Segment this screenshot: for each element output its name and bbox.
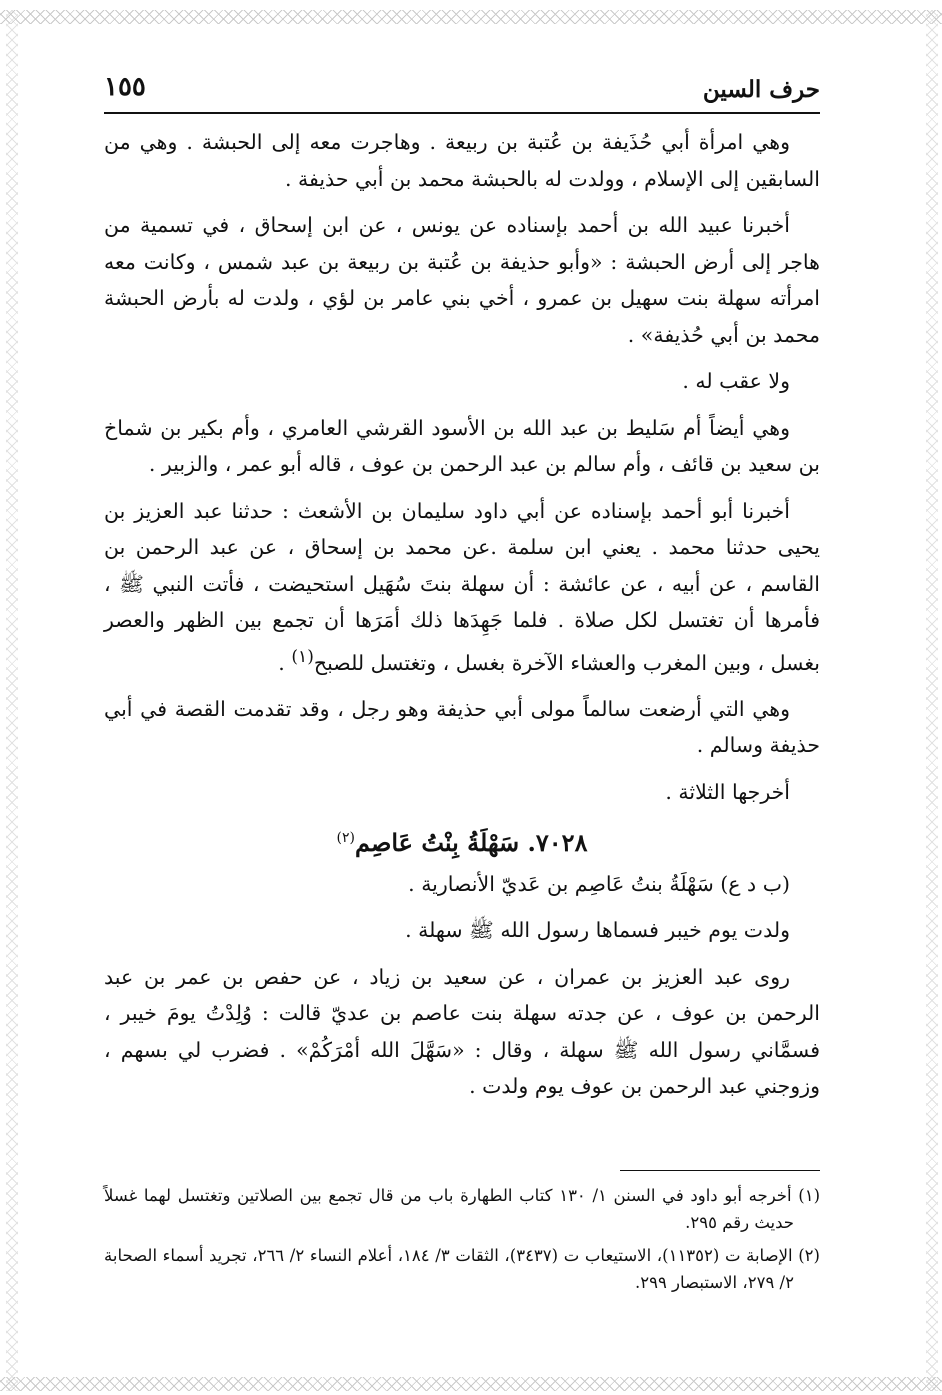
page-number: ١٥٥ (104, 72, 146, 102)
paragraph-text: أخبرنا أبو أحمد بإسناده عن أبي داود سليمان بن الأشعث : حدثنا عبد العزيز بن يحيى حدثنا محمد . يعني ابن سلمة .عن محمد بن إسحاق ، عن عبد الرحمن بن القاسم ، عن أبيه ، عن عائشة : أن سهلة بنتَ سُهَيل استحيضت ، فأتت النبي ﷺ ، فأمرها أن تغتسل لكل صلاة . فلما جَهِدَها ذلك أمَرَها أن تجمع بين الظهر والعصر بغسل ، وبين المغرب والعشاء الآخرة بغسل ، وتغتسل للصبح (104, 498, 820, 675)
entry-heading (104, 820, 820, 862)
decorative-border-left (6, 10, 18, 1391)
decorative-border-right (926, 10, 938, 1391)
footnote-divider (620, 1170, 820, 1171)
footnotes (104, 1182, 820, 1302)
main-text (104, 124, 820, 1115)
paragraph: أخبرنا عبيد الله بن أحمد بإسناده عن يونس ، عن ابن إسحاق ، في تسمية من هاجر إلى أرض الحبشة : «وأبو حذيفة بن عُتبة بن ربيعة بن عبد شمس ، وكانت معه امرأته سهلة بنت سهيل بن عمرو ، أخي بني عامر بن لؤي ، ولدت له بأرض الحبشة محمد بن أبي حُذيفة» . (104, 213, 820, 347)
paragraph (104, 493, 820, 681)
decorative-border-bottom (0, 1377, 942, 1391)
footnote: (٢) الإصابة ت (١١٣٥٢)، الاستيعاب ت (٣٤٣٧)، الثقات ٣/ ١٨٤، أعلام النساء ٢/ ٢٦٦، تجريد أسماء الصحابة ٢/ ٢٧٩، الاستبصار ٢٩٩. (104, 1246, 820, 1292)
decorative-border-top (0, 10, 942, 24)
entry-title-text: ٧٠٢٨. سَهْلَةُ بِنْتُ عَاصِم (355, 828, 588, 858)
page-header (104, 70, 820, 110)
paragraph: وهي التي أرضعت سالماً مولى أبي حذيفة وهو رجل ، وقد تقدمت القصة في أبي حذيفة وسالم . (104, 696, 820, 758)
paragraph: وهي أيضاً أم سَليط بن عبد الله بن الأسود القرشي العامري ، وأم بكير بن شماخ بن سعيد بن قائف ، وأم سالم بن عبد الرحمن بن عوف ، قاله أبو عمر ، والزبير . (104, 415, 820, 476)
paragraph: وهي امرأة أبي حُذَيفة بن عُتبة بن ربيعة . وهاجرت معه إلى الحبشة . وهي من السابقين إلى الإسلام ، وولدت له بالحبشة محمد بن أبي حذيفة . (104, 130, 820, 191)
paragraph: أخرجها الثلاثة . (665, 779, 790, 804)
footnote-ref: (١) (291, 646, 314, 667)
footnote: (١) أخرجه أبو داود في السنن ١/ ١٣٠ كتاب الطهارة باب من قال تجمع بين الصلاتين وتغتسل لهما غسلاً حديث رقم ٢٩٥. (104, 1186, 820, 1232)
chapter-title: حرف السين (702, 76, 820, 103)
paragraph: ولا عقب له . (682, 369, 790, 393)
header-divider (104, 112, 820, 114)
paragraph: ولدت يوم خيبر فسماها رسول الله ﷺ سهلة . (405, 918, 790, 943)
paragraph: روى عبد العزيز بن عمران ، عن سعيد بن زياد ، عن حفص بن عمر بن عبد الرحمن بن عوف ، عن جدته سهلة بنت عاصم بن عديّ قالت : وُلِدْتُ يومَ خيبر ، فسمَّاني رسول الله ﷺ سهلة ، وقال : «سَهَّلَ الله أمْرَكُمْ» . فضرب لي بسهم ، وزوجني عبد الرحمن بن عوف يوم ولدت . (104, 964, 820, 1099)
footnote-ref: (٢) (336, 830, 355, 847)
paragraph-end: . (278, 650, 292, 675)
paragraph: (ب د ع) سَهْلَةُ بنتُ عَاصِم بن عَديّ الأنصارية . (408, 871, 790, 896)
